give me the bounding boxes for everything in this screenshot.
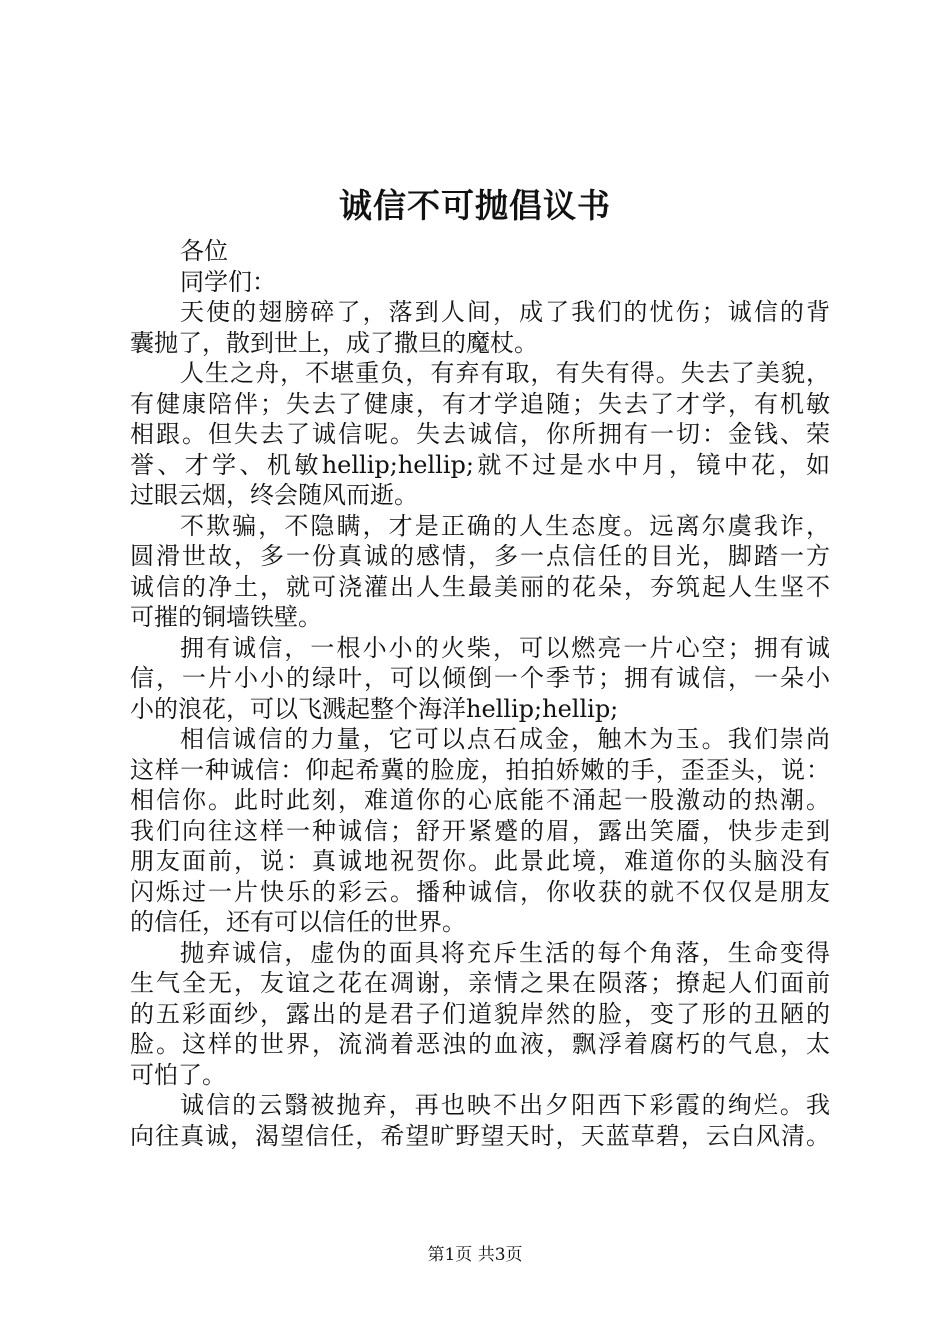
text-line: 我们向往这样一种诚信；舒开紧蹙的眉，露出笑靥，快步走到: [130, 816, 830, 845]
text-line: 脸。这样的世界，流淌着恶浊的血液，飘浮着腐朽的气息，太: [130, 1030, 830, 1058]
text-line: 的信任，还有可以信任的世界。: [130, 908, 466, 936]
text-line: 圆滑世故，多一份真诚的感情，多一点信任的目光，脚踏一方: [130, 542, 830, 570]
text-line: 过眼云烟，终会随风而逝。: [130, 481, 418, 509]
text-line: 抛弃诚信，虚伪的面具将充斥生活的每个角落，生命变得: [180, 938, 830, 967]
text-line: 拥有诚信，一根小小的火柴，可以燃亮一片心空；拥有诚: [180, 633, 830, 662]
text-line: 相信你。此时此刻，难道你的心底能不涌起一股激动的热潮。: [130, 786, 830, 814]
text-line: 不欺骗，不隐瞒，才是正确的人生态度。远离尔虞我诈，: [180, 511, 830, 540]
text-line: 天使的翅膀碎了，落到人间，成了我们的忧伤；诚信的背: [180, 298, 830, 326]
text-line: 向往真诚，渴望信任，希望旷野望天时，天蓝草碧，云白风清。: [130, 1121, 830, 1150]
document-title: 诚信不可抛倡议书: [339, 186, 611, 225]
document-body: [130, 236, 830, 1151]
text-line: 诚信的净土，就可浇灌出人生最美丽的花朵，夯筑起人生坚不: [130, 572, 830, 601]
text-line: 闪烁过一片快乐的彩云。播种诚信，你收获的就不仅仅是朋友: [130, 877, 830, 906]
text-line: 有健康陪伴；失去了健康，有才学追随；失去了才学，有机敏: [130, 389, 830, 418]
text-line: 诚信的云翳被抛弃，再也映不出夕阳西下彩霞的绚烂。我: [180, 1091, 830, 1119]
text-line: 生气全无，友谊之花在凋谢，亲情之果在陨落；撩起人们面前: [130, 969, 830, 997]
text-line: 小的浪花，可以飞溅起整个海洋hellip;hellip;: [130, 694, 619, 723]
text-line: 可摧的铜墙铁壁。: [130, 603, 322, 631]
text-line: 这样一种诚信：仰起希冀的脸庞，拍拍娇嫩的手，歪歪头，说：: [130, 755, 830, 784]
page-footer: 第1页 共3页: [427, 1245, 523, 1265]
text-line: 朋友面前，说：真诚地祝贺你。此景此境，难道你的头脑没有: [130, 847, 830, 875]
text-line: 人生之舟，不堪重负，有弃有取，有失有得。失去了美貌，: [180, 359, 830, 387]
text-line: 誉、才学、机敏hellip;hellip;就不过是水中月，镜中花，如: [130, 450, 830, 479]
text-line: 可怕了。: [130, 1060, 226, 1089]
text-line: 囊抛了，散到世上，成了撒旦的魔杖。: [130, 328, 538, 357]
text-line: 相信诚信的力量，它可以点石成金，触木为玉。我们崇尚: [180, 725, 830, 753]
text-line: 相跟。但失去了诚信呢。失去诚信，你所拥有一切：金钱、荣: [130, 420, 830, 448]
text-line: 各位: [180, 237, 228, 265]
text-line: 信，一片小小的绿叶，可以倾倒一个季节；拥有诚信，一朵小: [130, 664, 830, 692]
text-line: 的五彩面纱，露出的是君子们道貌岸然的脸，变了形的丑陋的: [130, 999, 830, 1028]
text-line: 同学们：: [180, 267, 276, 296]
